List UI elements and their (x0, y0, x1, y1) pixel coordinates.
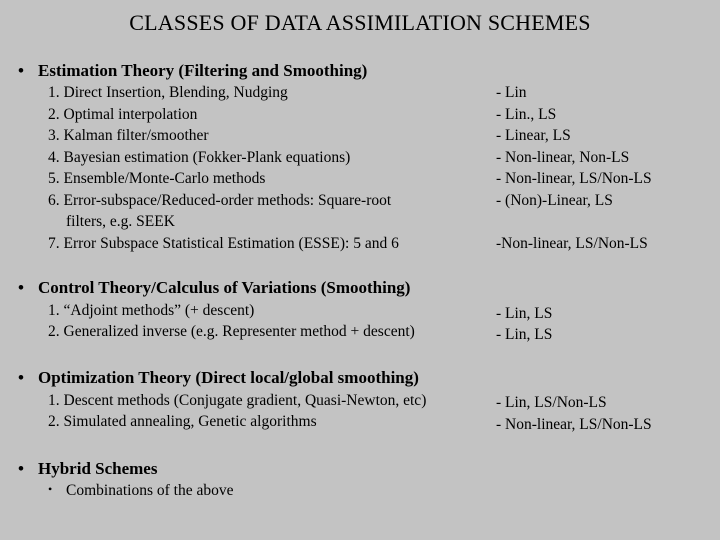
estimation-item-6: 6. Error-subspace/Reduced-order methods: Square-root (48, 192, 392, 209)
section-heading-hybrid: • Hybrid Schemes (18, 459, 158, 478)
estimation-item-4-class: - Non-linear, Non-LS (496, 149, 630, 166)
bullet-icon: • (18, 459, 24, 478)
sub-bullet-icon: • (48, 482, 53, 496)
optimization-item-2-class: - Non-linear, LS/Non-LS (496, 416, 652, 433)
bullet-icon: • (18, 61, 24, 80)
estimation-item-7-class: -Non-linear, LS/Non-LS (496, 235, 648, 252)
estimation-item-2: 2. Optimal interpolation (48, 106, 198, 123)
bullet-icon: • (18, 368, 24, 387)
hybrid-sub-item-1: • Combinations of the above (48, 482, 234, 499)
estimation-item-3: 3. Kalman filter/smoother (48, 127, 209, 144)
estimation-item-5: 5. Ensemble/Monte-Carlo methods (48, 170, 266, 187)
control-item-2: 2. Generalized inverse (e.g. Representer method + descent) (48, 323, 415, 340)
optimization-item-1: 1. Descent methods (Conjugate gradient, Quasi-Newton, etc) (48, 392, 427, 409)
estimation-item-1-class: - Lin (496, 84, 527, 101)
estimation-item-2-class: - Lin., LS (496, 106, 557, 123)
optimization-item-2: 2. Simulated annealing, Genetic algorithms (48, 413, 317, 430)
control-item-1-class: - Lin, LS (496, 305, 553, 322)
control-item-1: 1. “Adjoint methods” (+ descent) (48, 302, 255, 319)
estimation-item-1: 1. Direct Insertion, Blending, Nudging (48, 84, 288, 101)
estimation-item-3-class: - Linear, LS (496, 127, 571, 144)
estimation-item-6-class: - (Non)-Linear, LS (496, 192, 613, 209)
estimation-item-5-class: - Non-linear, LS/Non-LS (496, 170, 652, 187)
optimization-item-1-class: - Lin, LS/Non-LS (496, 394, 607, 411)
estimation-item-6-continued: filters, e.g. SEEK (66, 213, 175, 230)
section-heading-estimation: • Estimation Theory (Filtering and Smoothing) (18, 61, 368, 80)
bullet-icon: • (18, 278, 24, 297)
section-heading-control: • Control Theory/Calculus of Variations (Smoothing) (18, 278, 411, 297)
slide-title: CLASSES OF DATA ASSIMILATION SCHEMES (129, 10, 591, 35)
estimation-item-7: 7. Error Subspace Statistical Estimation (ESSE): 5 and 6 (48, 235, 399, 252)
estimation-item-4: 4. Bayesian estimation (Fokker-Plank equations) (48, 149, 351, 166)
section-heading-optimization: • Optimization Theory (Direct local/global smoothing) (18, 368, 419, 387)
control-item-2-class: - Lin, LS (496, 326, 553, 343)
